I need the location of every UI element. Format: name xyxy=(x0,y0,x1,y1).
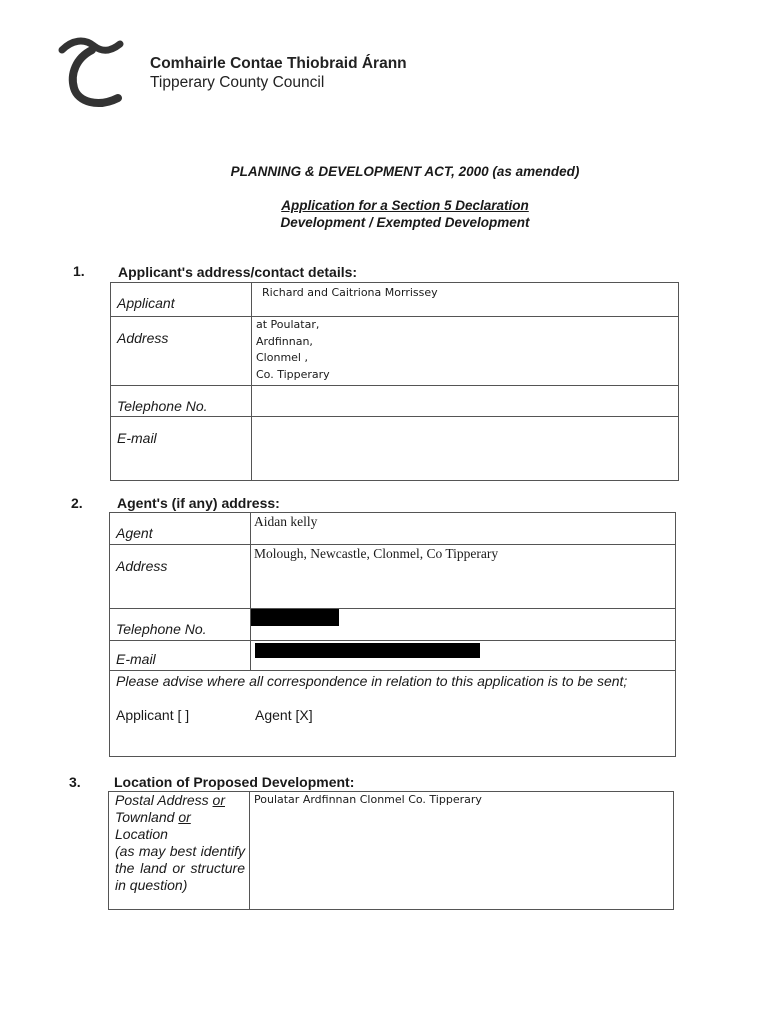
location-label xyxy=(109,792,250,910)
council-name-irish: Comhairle Contae Thiobraid Árann xyxy=(150,55,407,72)
council-logo-icon xyxy=(58,36,138,112)
location-label-line xyxy=(115,809,245,826)
address-value xyxy=(252,317,679,386)
council-name-english: Tipperary County Council xyxy=(150,74,325,91)
application-title: Application for a Section 5 Declaration xyxy=(281,198,529,213)
telephone-value xyxy=(252,386,679,417)
postal-address-text: Postal Address xyxy=(115,792,213,808)
address-line: Co. Tipperary xyxy=(256,367,330,381)
or-text: or xyxy=(178,809,191,825)
agent-email-row xyxy=(110,641,676,671)
section-1-title: Applicant's address/contact details: xyxy=(118,264,358,280)
agent-address-label: Address xyxy=(110,545,251,609)
address-row xyxy=(111,317,679,386)
correspondence-text: Please advise where all correspondence in relation to this application is to be sent; xyxy=(116,673,628,689)
section-3-title: Location of Proposed Development: xyxy=(114,774,355,790)
address-line: at Poulatar, xyxy=(256,318,320,331)
correspondence-cell xyxy=(110,671,676,757)
location-value: Poulatar Ardfinnan Clonmel Co. Tipperary xyxy=(250,792,674,910)
redaction-bar xyxy=(255,643,480,658)
townland-text: Townland xyxy=(115,809,179,825)
or-text: or xyxy=(212,792,225,808)
agent-telephone-value xyxy=(251,609,676,641)
telephone-row xyxy=(111,386,679,417)
location-label-line: Location xyxy=(115,826,168,842)
location-label-note: (as may best identify the land or structure in question) xyxy=(115,843,245,893)
applicant-details-table xyxy=(110,282,679,481)
redaction-bar xyxy=(251,609,339,626)
address-line: Ardfinnan, xyxy=(256,334,313,348)
telephone-label: Telephone No. xyxy=(111,386,252,417)
application-subtitle: Development / Exempted Development xyxy=(280,215,530,230)
section-3-number: 3. xyxy=(69,774,81,790)
agent-label: Agent xyxy=(110,513,251,545)
agent-value: Aidan kelly xyxy=(251,513,676,545)
agent-row xyxy=(110,513,676,545)
section-1-number: 1. xyxy=(73,263,85,279)
applicant-row xyxy=(111,283,679,317)
section-2-number: 2. xyxy=(71,495,83,511)
act-title: PLANNING & DEVELOPMENT ACT, 2000 (as amended) xyxy=(230,164,580,179)
agent-telephone-label: Telephone No. xyxy=(110,609,251,641)
email-value xyxy=(252,417,679,481)
location-table xyxy=(108,791,674,910)
correspondence-choices xyxy=(116,707,669,727)
email-label: E-mail xyxy=(111,417,252,481)
agent-checkbox[interactable]: Agent [X] xyxy=(255,707,313,723)
location-label-line xyxy=(115,792,245,809)
agent-details-table xyxy=(109,512,676,757)
agent-email-value xyxy=(251,641,676,671)
email-row xyxy=(111,417,679,481)
correspondence-row xyxy=(110,671,676,757)
agent-address-row xyxy=(110,545,676,609)
applicant-value: Richard and Caitriona Morrissey xyxy=(252,283,679,317)
applicant-checkbox[interactable]: Applicant [ ] xyxy=(116,707,190,723)
section-2-title: Agent's (if any) address: xyxy=(117,495,280,511)
agent-address-value: Molough, Newcastle, Clonmel, Co Tipperary xyxy=(251,545,676,609)
address-label: Address xyxy=(111,317,252,386)
location-row xyxy=(109,792,674,910)
address-line: Clonmel , xyxy=(256,351,308,364)
applicant-label: Applicant xyxy=(111,283,252,317)
agent-telephone-row xyxy=(110,609,676,641)
agent-email-label: E-mail xyxy=(110,641,251,671)
